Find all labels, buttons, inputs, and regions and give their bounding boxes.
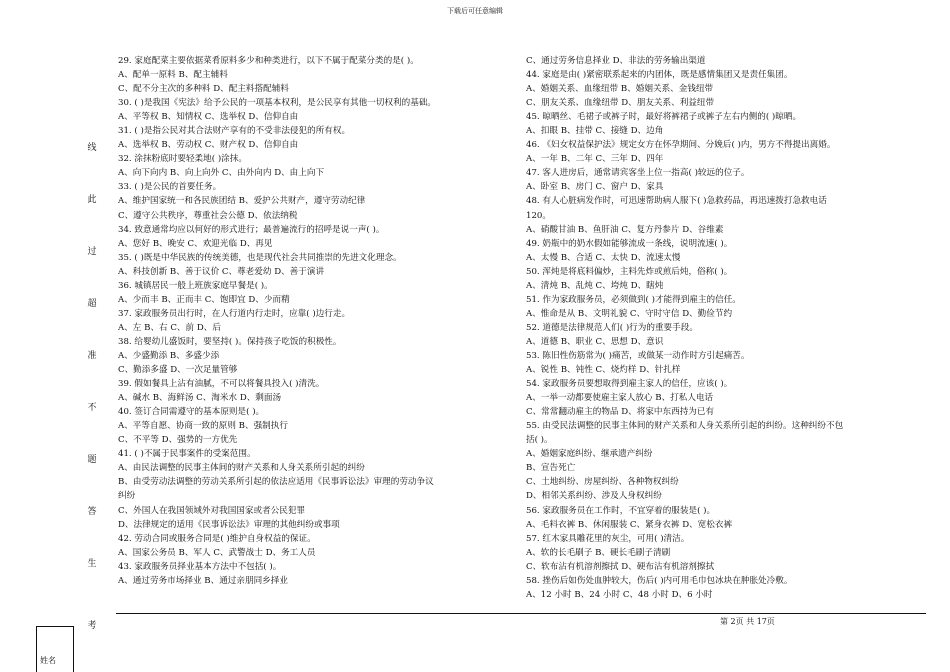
question-line: 31. ( )是指公民对其合法财产享有的不受非法侵犯的所有权。 <box>118 126 351 137</box>
question-line: 括( )。 <box>526 435 553 446</box>
question-line: A、平等权 B、知情权 C、选举权 D、信仰自由 <box>118 112 299 123</box>
question-line: A、配单一原料 B、配主辅料 <box>118 70 228 81</box>
question-line: 29. 家庭配菜主要依据菜肴原料多少和种类进行，以下不属于配菜分类的是( )。 <box>118 56 419 66</box>
question-line: A、12 小时 B、24 小时 C、48 小时 D、6 小时 <box>526 589 713 600</box>
question-line: 35. ( )既是中华民族的传统美德，也是现代社会共同推崇的先进文化理念。 <box>118 252 402 263</box>
margin-char: 此 <box>87 195 97 205</box>
question-line: D、相邻关系纠纷、涉及人身权纠纷 <box>526 491 662 502</box>
question-line: 55. 由受民法调整的民事主体间的财产关系和人身关系所引起的纠纷。这种纠纷不包 <box>526 421 844 432</box>
question-line: 44. 家庭是由( )紧密联系起来的内团体，既是感情集团又是责任集团。 <box>526 70 793 81</box>
question-line: 50. 浑炖是将底料偏炒，主料先炸或煎后炖，俗称( )。 <box>526 266 733 277</box>
question-line: A、向下向内 B、向上向外 C、由外向内 D、由上向下 <box>118 168 325 179</box>
question-line: A、毛料衣裤 B、休闲服装 C、紧身衣裤 D、宽松衣裤 <box>526 519 733 530</box>
question-line: C、勤添多盛 D、一次足量管够 <box>118 365 238 376</box>
question-line: 58. 挫伤后如伤处血肿较大，伤后( )内可用毛巾包冰块在肿胀处冷敷。 <box>526 575 793 586</box>
page-header: 下载后可任意编辑 <box>447 7 503 15</box>
question-line: A、科技创新 B、善于议价 C、尊老爱幼 D、善于演讲 <box>118 266 325 277</box>
question-line: C、通过劳务信息择业 D、非法的劳务输出渠道 <box>526 56 706 66</box>
question-line: A、软的长毛刷子 B、硬长毛刷子清刷 <box>526 547 671 558</box>
question-line: B、宣告死亡 <box>526 463 576 474</box>
question-line: C、土地纠纷、房屋纠纷、各种物权纠纷 <box>526 477 679 488</box>
question-line: A、道德 B、职业 C、思想 D、意识 <box>526 336 664 347</box>
margin-char: 答 <box>87 507 97 517</box>
question-line: 36. 城镇居民一般上班族家庭早餐是( )。 <box>118 280 273 291</box>
question-line: 49. 奶瓶中的奶水假如能够流成一条线，说明流速( )。 <box>526 238 733 249</box>
question-line: 30. ( )是我国《宪法》给予公民的一项基本权利，是公民享有其他一切权利的基础。 <box>118 98 437 109</box>
margin-char: 题 <box>87 455 97 465</box>
margin-char: 线 <box>87 143 97 153</box>
question-line: A、少而丰 B、正而丰 C、饱即宜 D、少而精 <box>118 294 290 305</box>
binding-margin <box>86 140 100 650</box>
question-line: A、选举权 B、劳动权 C、财产权 D、信仰自由 <box>118 140 299 151</box>
question-line: A、平等自愿、协商一致的原则 B、强制执行 <box>118 421 288 432</box>
question-line: 43. 家政服务员择业基本方法中不包括( )。 <box>118 561 282 572</box>
question-line: A、您好 B、晚安 C、欢迎光临 D、再见 <box>118 238 273 249</box>
question-line: A、扣眼 B、挂带 C、接缝 D、边角 <box>526 126 664 137</box>
question-line: C、不平等 D、强势的一方优先 <box>118 435 238 446</box>
question-line: 32. 涂抹粉底时要轻柔地( )涂抹。 <box>118 154 247 165</box>
left-column <box>118 54 503 588</box>
question-line: A、左 B、右 C、前 D、后 <box>118 322 221 333</box>
question-line: A、通过劳务市场择业 B、通过亲朋同乡择业 <box>118 575 288 586</box>
question-line: C、配不分主次的多种料 D、配主料搭配辅料 <box>118 84 289 95</box>
question-line: 34. 致意通常均应以何好的形式进行；最普遍流行的招呼是说一声( )。 <box>118 224 385 235</box>
question-line: 56. 家政服务员在工作时，不宜穿着的服装是( )。 <box>526 505 716 516</box>
question-line: C、遵守公共秩序，尊重社会公德 D、依法纳税 <box>118 210 298 221</box>
question-line: 38. 给婴幼儿盛饭时，要坚持( )。保持孩子吃饭的积极性。 <box>118 336 342 347</box>
question-line: A、卧室 B、房门 C、窗户 D、家具 <box>526 182 664 193</box>
question-line: A、惟命是从 B、文明礼貌 C、守时守信 D、勤俭节约 <box>526 308 733 319</box>
question-line: 57. 红木家具雕花里的灰尘，可用( )清洁。 <box>526 533 690 544</box>
question-line: 47. 客人进房后，通常请宾客坐上位一指高( )较远的位子。 <box>526 168 750 179</box>
question-line: A、硝酸甘油 B、鱼肝油 C、复方丹参片 D、谷维素 <box>526 224 724 235</box>
question-line: 42. 劳动合同或服务合同是( )维护自身权益的保证。 <box>118 533 316 544</box>
question-line: D、法律规定的适用《民事诉讼法》审理的其他纠纷或事项 <box>118 519 340 530</box>
margin-char: 过 <box>87 247 97 257</box>
question-line: 45. 晾晒丝、毛裙子或裤子时，最好将裤裙子或裤子左右内侧的( )晾晒。 <box>526 112 802 123</box>
question-line: B、由受劳动法调整的劳动关系所引起的依法应适用《民事诉讼法》审理的劳动争议 <box>118 477 434 488</box>
name-box <box>36 626 74 672</box>
question-line: 54. 家政服务员要想取得到雇主家人的信任，应该( )。 <box>526 379 733 390</box>
page-number: 第 2页 共 17页 <box>720 617 775 626</box>
question-line: A、维护国家统一和各民族团结 B、爱护公共财产，遵守劳动纪律 <box>118 196 366 207</box>
name-box-label: 姓名 <box>40 656 56 665</box>
question-line: A、太慢 B、合适 C、太快 D、流速太慢 <box>526 252 681 263</box>
question-line: C、软布沾有机溶剂擦拭 D、硬布沾有机溶剂擦拭 <box>526 561 715 572</box>
question-line: 53. 陈旧性伤筋常为( )痛苦，或做某一动作时方引起痛苦。 <box>526 350 750 361</box>
question-line: 37. 家政服务员出行时，在人行道内行走时，应靠( )边行走。 <box>118 308 351 319</box>
question-line: A、碱水 B、海鲜汤 C、淘米水 D、剩面汤 <box>118 393 282 404</box>
margin-char: 生 <box>87 559 97 569</box>
margin-char: 准 <box>87 351 97 361</box>
question-line: A、婚姻关系、血缘纽带 B、婚姻关系、金钱纽带 <box>526 84 714 95</box>
question-line: 120。 <box>526 210 551 221</box>
question-line: A、少盛勤添 B、多盛少添 <box>118 350 220 361</box>
question-line: 48. 有人心脏病发作时，可迅速帮助病人服下( )急救药品，再迅速拨打急救电话 <box>526 196 827 207</box>
question-line: A、清炖 B、乱炖 C、垮炖 D、瞎炖 <box>526 280 664 291</box>
margin-char: 考 <box>87 621 97 631</box>
question-line: 纠纷 <box>118 491 136 502</box>
question-line: C、常常翻动雇主的物品 D、将家中东西持为已有 <box>526 407 715 418</box>
question-line: C、外国人在我国领域外对我国国家或者公民犯罪 <box>118 505 306 516</box>
question-line: 40. 签订合同需遵守的基本原则是( )。 <box>118 407 265 418</box>
question-line: A、一举一动都要使雇主家人放心 B、打私人电话 <box>526 393 714 404</box>
question-line: C、朋友关系、血缘纽带 D、朋友关系、利益纽带 <box>526 98 715 109</box>
question-line: 51. 作为家政服务员，必须做到( )才能得到雇主的信任。 <box>526 294 741 305</box>
question-line: A、国家公务员 B、军人 C、武警战士 D、务工人员 <box>118 547 316 558</box>
question-line: 39. 假如餐具上沾有油腻，不可以将餐具投入( )清洗。 <box>118 379 325 390</box>
question-line: 41. ( )不属于民事案件的受案范围。 <box>118 449 256 460</box>
question-line: A、锐性 B、钝性 C、烧灼样 D、针扎样 <box>526 365 681 376</box>
question-line: A、婚姻家庭纠纷、继承遗产纠纷 <box>526 449 653 460</box>
question-line: 33. ( )是公民的首要任务。 <box>118 182 222 193</box>
right-column <box>526 54 916 602</box>
question-line: A、由民法调整的民事主体间的财产关系和人身关系所引起的纠纷 <box>118 463 365 474</box>
question-line: 46. 《妇女权益保护法》规定女方在怀孕期间、分娩后( )内，男方不得提出离婚。 <box>526 140 836 151</box>
footer-rule <box>116 613 926 614</box>
margin-char: 不 <box>87 403 97 413</box>
question-line: 52. 道德是法律规范人们( )行为的重要手段。 <box>526 322 698 333</box>
margin-char: 超 <box>87 299 97 309</box>
question-line: A、一年 B、二年 C、三年 D、四年 <box>526 154 664 165</box>
